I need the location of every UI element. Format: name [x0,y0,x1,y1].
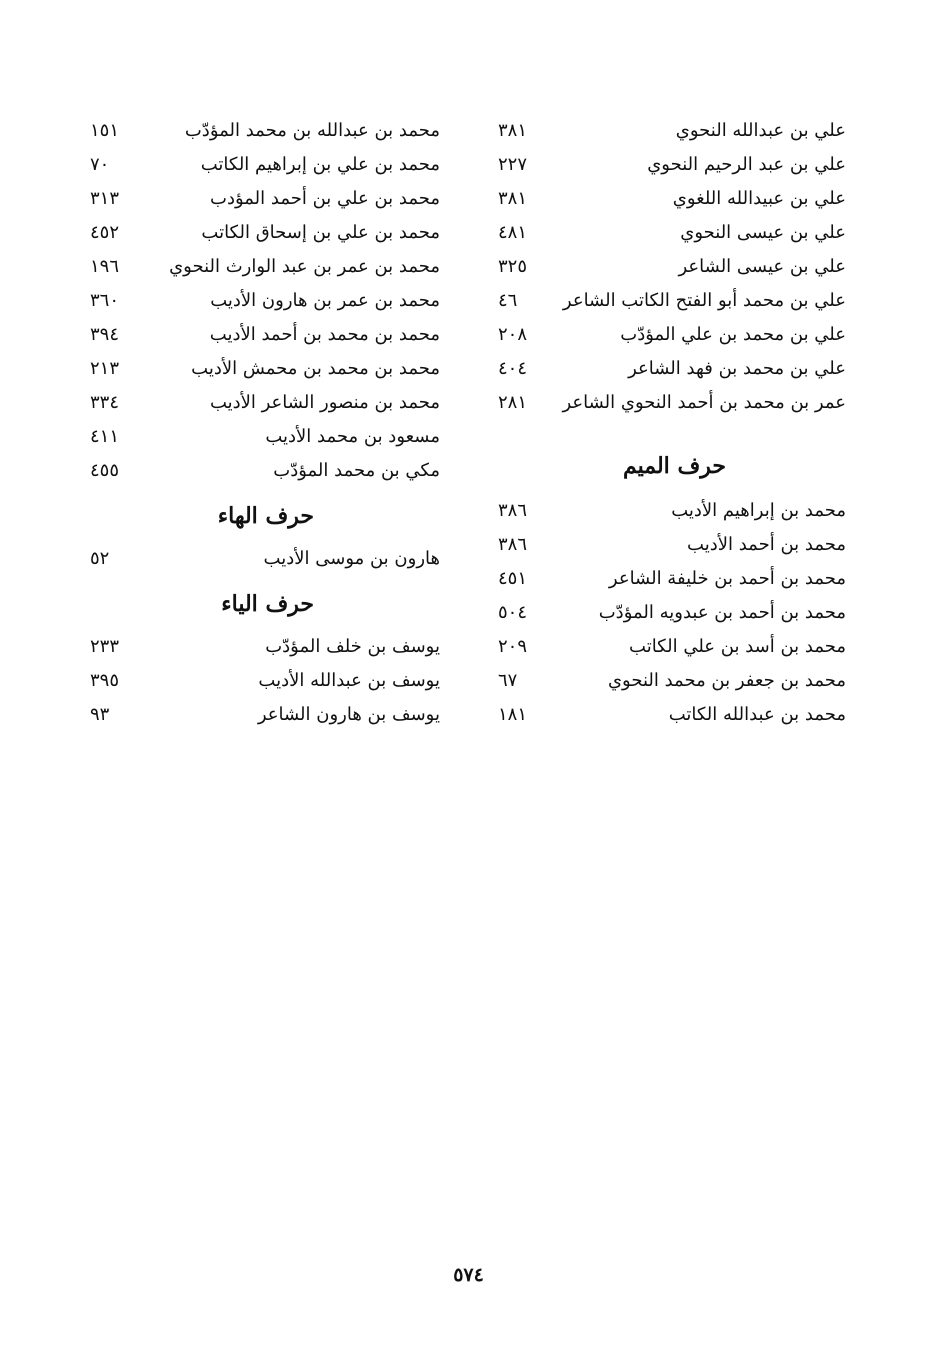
entry-page-number: ١٥١ [90,120,120,141]
section-heading-haa: حرف الهاء [217,503,314,529]
entry-name: علي بن عيسى الشاعر [678,256,846,277]
index-entry [90,630,440,664]
index-entry [90,454,440,488]
entry-page-number: ٣٨١ [498,188,528,209]
index-entry [498,148,846,182]
index-entry [498,250,846,284]
index-entry [498,318,846,352]
right-top-entries [498,114,846,420]
entry-name: محمد بن أحمد بن عبدويه المؤدّب [598,602,846,623]
entry-name: علي بن محمد بن فهد الشاعر [628,358,846,379]
entry-name: علي بن عبدالله النحوي [675,120,846,141]
index-entry [90,182,440,216]
entry-page-number: ٣٩٥ [90,670,120,691]
entry-page-number: ١٨١ [498,704,528,725]
index-entry [90,542,440,576]
entry-page-number: ٤٨١ [498,222,528,243]
entry-page-number: ٣٢٥ [498,256,528,277]
entry-name: يوسف بن هارون الشاعر [257,704,440,725]
entry-page-number: ٢٢٧ [498,154,528,175]
entry-page-number: ٦٧ [498,670,518,691]
entry-name: مكي بن محمد المؤدّب [273,460,440,481]
entry-name: محمد بن عبدالله الكاتب [668,704,846,725]
index-entry [90,664,440,698]
index-entry [90,420,440,454]
entry-name: محمد بن أحمد بن خليفة الشاعر [608,568,846,589]
entry-page-number: ٣٨١ [498,120,528,141]
entry-page-number: ٢١٣ [90,358,120,379]
entry-page-number: ٥٢ [90,548,110,569]
index-entry [498,216,846,250]
meem-entries [498,494,846,732]
index-entry [498,494,846,528]
entry-page-number: ٤٥١ [498,568,528,589]
entry-name: يوسف بن خلف المؤدّب [265,636,440,657]
entry-name: محمد بن إبراهيم الأديب [671,500,846,521]
entry-name: محمد بن علي بن إسحاق الكاتب [201,222,440,243]
index-entry [498,562,846,596]
entry-name: محمد بن منصور الشاعر الأديب [209,392,440,413]
entry-name: علي بن عيسى النحوي [680,222,846,243]
entry-name: محمد بن محمد بن محمش الأديب [191,358,440,379]
entry-name: هارون بن موسى الأديب [263,548,440,569]
right-column [498,114,846,732]
entry-page-number: ٤١١ [90,426,120,447]
entry-name: محمد بن جعفر بن محمد النحوي [607,670,846,691]
entry-page-number: ٣٦٠ [90,290,120,311]
entry-page-number: ٧٠ [90,154,110,175]
page-number: ٥٧٤ [453,1264,484,1286]
index-entry [90,318,440,352]
index-entry [498,386,846,420]
index-entry [90,698,440,732]
entry-page-number: ٢٨١ [498,392,528,413]
section-heading-yaa: حرف الياء [221,591,314,617]
entry-page-number: ٣٨٦ [498,500,528,521]
entry-page-number: ٣٨٦ [498,534,528,555]
section-heading-meem: حرف الميم [622,453,726,479]
index-entry [498,182,846,216]
entry-page-number: ٣٩٤ [90,324,120,345]
entry-name: يوسف بن عبدالله الأديب [258,670,440,691]
entry-name: محمد بن علي بن إبراهيم الكاتب [200,154,440,175]
entry-name: علي بن عبد الرحيم النحوي [647,154,846,175]
entry-page-number: ٥٠٤ [498,602,528,623]
index-entry [498,698,846,732]
entry-page-number: ٢٣٣ [90,636,120,657]
entry-name: محمد بن عمر بن عبد الوارث النحوي [169,256,440,277]
entry-page-number: ٤٦ [498,290,518,311]
entry-page-number: ٩٣ [90,704,110,725]
index-entry [498,284,846,318]
entry-page-number: ٣١٣ [90,188,120,209]
entry-name: محمد بن أحمد الأديب [687,534,846,555]
entry-name: محمد بن أسد بن علي الكاتب [629,636,846,657]
index-entry [90,386,440,420]
entry-page-number: ٢٠٨ [498,324,528,345]
left-top-entries [90,114,440,488]
index-entry [498,114,846,148]
index-entry [498,596,846,630]
index-entry [498,352,846,386]
index-entry [90,216,440,250]
entry-name: مسعود بن محمد الأديب [265,426,440,447]
entry-page-number: ٤٥٢ [90,222,120,243]
index-entry [90,284,440,318]
index-entry [498,528,846,562]
index-entry [90,148,440,182]
index-entry [90,352,440,386]
entry-name: محمد بن عبدالله بن محمد المؤدّب [184,120,440,141]
entry-name: محمد بن محمد بن أحمد الأديب [209,324,440,345]
index-entry [90,250,440,284]
entry-name: علي بن محمد بن علي المؤدّب [620,324,846,345]
entry-name: عمر بن محمد بن أحمد النحوي الشاعر [562,392,846,413]
index-entry [498,630,846,664]
entry-name: محمد بن علي بن أحمد المؤدب [210,188,440,209]
entry-page-number: ٣٣٤ [90,392,120,413]
entry-name: محمد بن عمر بن هارون الأديب [210,290,440,311]
entry-page-number: ٢٠٩ [498,636,528,657]
entry-name: علي بن محمد أبو الفتح الكاتب الشاعر [562,290,846,311]
entry-page-number: ١٩٦ [90,256,120,277]
entry-page-number: ٤٠٤ [498,358,528,379]
entry-name: علي بن عبيدالله اللغوي [672,188,846,209]
yaa-entries [90,630,440,732]
index-entry [90,114,440,148]
entry-page-number: ٤٥٥ [90,460,120,481]
left-column [90,114,440,732]
index-entry [498,664,846,698]
haa-entries [90,542,440,576]
